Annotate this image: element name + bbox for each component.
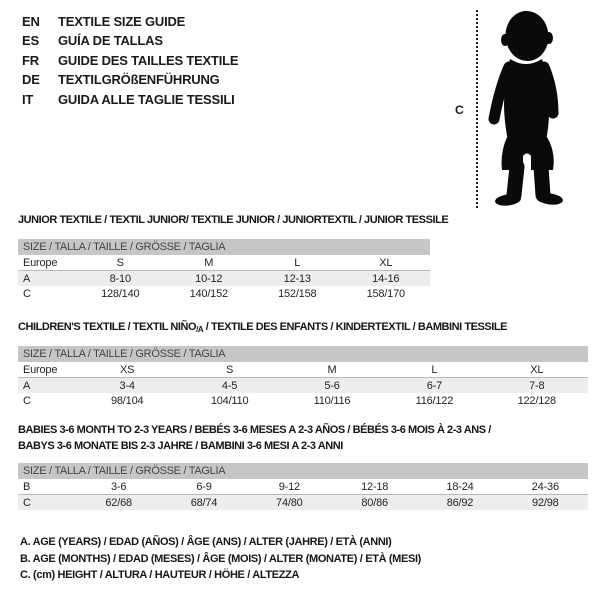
table-row [18, 286, 430, 301]
lang-row-es [22, 31, 238, 50]
footnote-legend [20, 534, 421, 584]
cell: 5-6 [281, 378, 383, 394]
header-cell: L [383, 362, 485, 378]
cell: 86/92 [417, 495, 502, 511]
cell: 68/74 [161, 495, 246, 511]
cell: 9-12 [247, 479, 332, 495]
header-cell: M [165, 255, 254, 271]
header-cell: S [76, 255, 165, 271]
table-row [18, 271, 430, 287]
header-cell: Europe [18, 362, 76, 378]
babies-size-bar: SIZE / TALLA / TAILLE / GRÖSSE / TAGLIA [18, 463, 588, 479]
language-title-list [22, 12, 238, 109]
row-label: C [23, 394, 31, 407]
header-cell: XS [76, 362, 178, 378]
cell: 12-13 [253, 271, 342, 287]
lang-title: GUÍA DE TALLAS [58, 33, 163, 49]
table-row [18, 378, 588, 394]
header-cell: XL [486, 362, 588, 378]
cell: 98/104 [110, 394, 144, 407]
children-size-bar: SIZE / TALLA / TAILLE / GRÖSSE / TAGLIA [18, 346, 588, 362]
cell: 7-8 [486, 378, 588, 394]
lang-row-it [22, 90, 238, 109]
children-heading-suffix: / TEXTILE DES ENFANTS / KINDERTEXTIL / BAMBINI TESSILE [203, 321, 508, 333]
lang-code: IT [22, 91, 34, 107]
lang-code: DE [22, 72, 40, 88]
children-section-heading [18, 321, 507, 334]
junior-size-bar: SIZE / TALLA / TAILLE / GRÖSSE / TAGLIA [18, 239, 430, 255]
cell: 92/98 [503, 495, 588, 511]
row-label: B [18, 479, 76, 495]
table-row [18, 479, 588, 495]
cell: 3-6 [76, 479, 161, 495]
cell: 4-5 [178, 378, 280, 394]
babies-table [18, 463, 588, 510]
children-size-table [18, 362, 588, 408]
footnote-age-years: A. AGE (YEARS) / EDAD (AÑOS) / ÂGE (ANS) / ALTER (JAHRE) / ETÀ (ANNI) [20, 536, 392, 548]
cell: 104/110 [210, 394, 249, 407]
lang-row-de [22, 70, 238, 89]
babies-size-table [18, 479, 588, 510]
table-row [18, 495, 588, 511]
lang-row-en [22, 12, 238, 31]
junior-section-heading: JUNIOR TEXTILE / TEXTIL JUNIOR/ TEXTILE JUNIOR / JUNIORTEXTIL / JUNIOR TESSILE [18, 214, 449, 226]
lang-row-fr [22, 51, 238, 70]
babies-heading-line2: BABYS 3-6 MONATE BIS 2-3 JAHRE / BAMBINI 3-6 MESI A 2-3 ANNI [18, 439, 343, 452]
babies-section-heading [18, 423, 578, 454]
cell: 140/152 [189, 287, 228, 300]
lang-title: GUIDE DES TAILLES TEXTILE [58, 52, 239, 68]
junior-table [18, 239, 430, 301]
cell: 3-4 [76, 378, 178, 394]
table-row [18, 393, 588, 408]
children-heading-prefix: CHILDREN'S TEXTILE / TEXTIL NIÑO [18, 321, 197, 333]
row-label: C [23, 287, 31, 300]
row-label: A [18, 271, 76, 287]
cell: 128/140 [101, 287, 140, 300]
header-cell: Europe [18, 255, 76, 271]
cell: 152/158 [278, 287, 317, 300]
table-header-row [18, 255, 430, 271]
cell: 158/170 [366, 287, 405, 300]
cell: 110/116 [313, 394, 351, 407]
lang-title: GUIDA ALLE TAGLIE TESSILI [58, 91, 235, 107]
lang-code: ES [22, 33, 39, 49]
junior-size-table [18, 255, 430, 301]
footnote-height: C. (cm) HEIGHT / ALTURA / HAUTEUR / HÖHE / ALTEZZA [20, 569, 300, 582]
table-header-row [18, 362, 588, 378]
cell: 74/80 [247, 495, 332, 511]
lang-code: EN [22, 14, 40, 29]
cell: 116/122 [415, 394, 454, 407]
cell: 14-16 [342, 271, 431, 287]
cell: 122/128 [517, 394, 556, 407]
height-label-c: C [455, 103, 464, 117]
header-cell: M [281, 362, 383, 378]
lang-code: FR [22, 52, 39, 68]
height-dotted-line [476, 10, 478, 208]
row-label: C [18, 495, 76, 511]
lang-title: TEXTILE SIZE GUIDE [58, 14, 186, 29]
cell: 12-18 [332, 479, 417, 495]
header-cell: L [253, 255, 342, 271]
children-heading-subscript: /A [196, 325, 204, 334]
header-cell: S [178, 362, 280, 378]
cell: 18-24 [417, 479, 502, 495]
cell: 6-9 [161, 479, 246, 495]
cell: 8-10 [76, 271, 165, 287]
lang-title: TEXTILGRÖßENFÜHRUNG [58, 72, 220, 88]
cell: 24-36 [503, 479, 588, 495]
row-label: A [18, 378, 76, 394]
cell: 62/68 [76, 495, 161, 511]
cell: 6-7 [383, 378, 485, 394]
footnote-age-months: B. AGE (MONTHS) / EDAD (MESES) / ÂGE (MOIS) / ALTER (MONATE) / ETÀ (MESI) [20, 552, 421, 565]
cell: 10-12 [165, 271, 254, 287]
header-cell: XL [342, 255, 431, 271]
baby-silhouette-icon [481, 9, 573, 209]
babies-heading-line1: BABIES 3-6 MONTH TO 2-3 YEARS / BEBÉS 3-6 MESES A 2-3 AÑOS / BÉBÉS 3-6 MOIS À 2-3 ANS / [18, 424, 491, 436]
children-table [18, 346, 588, 408]
cell: 80/86 [332, 495, 417, 511]
